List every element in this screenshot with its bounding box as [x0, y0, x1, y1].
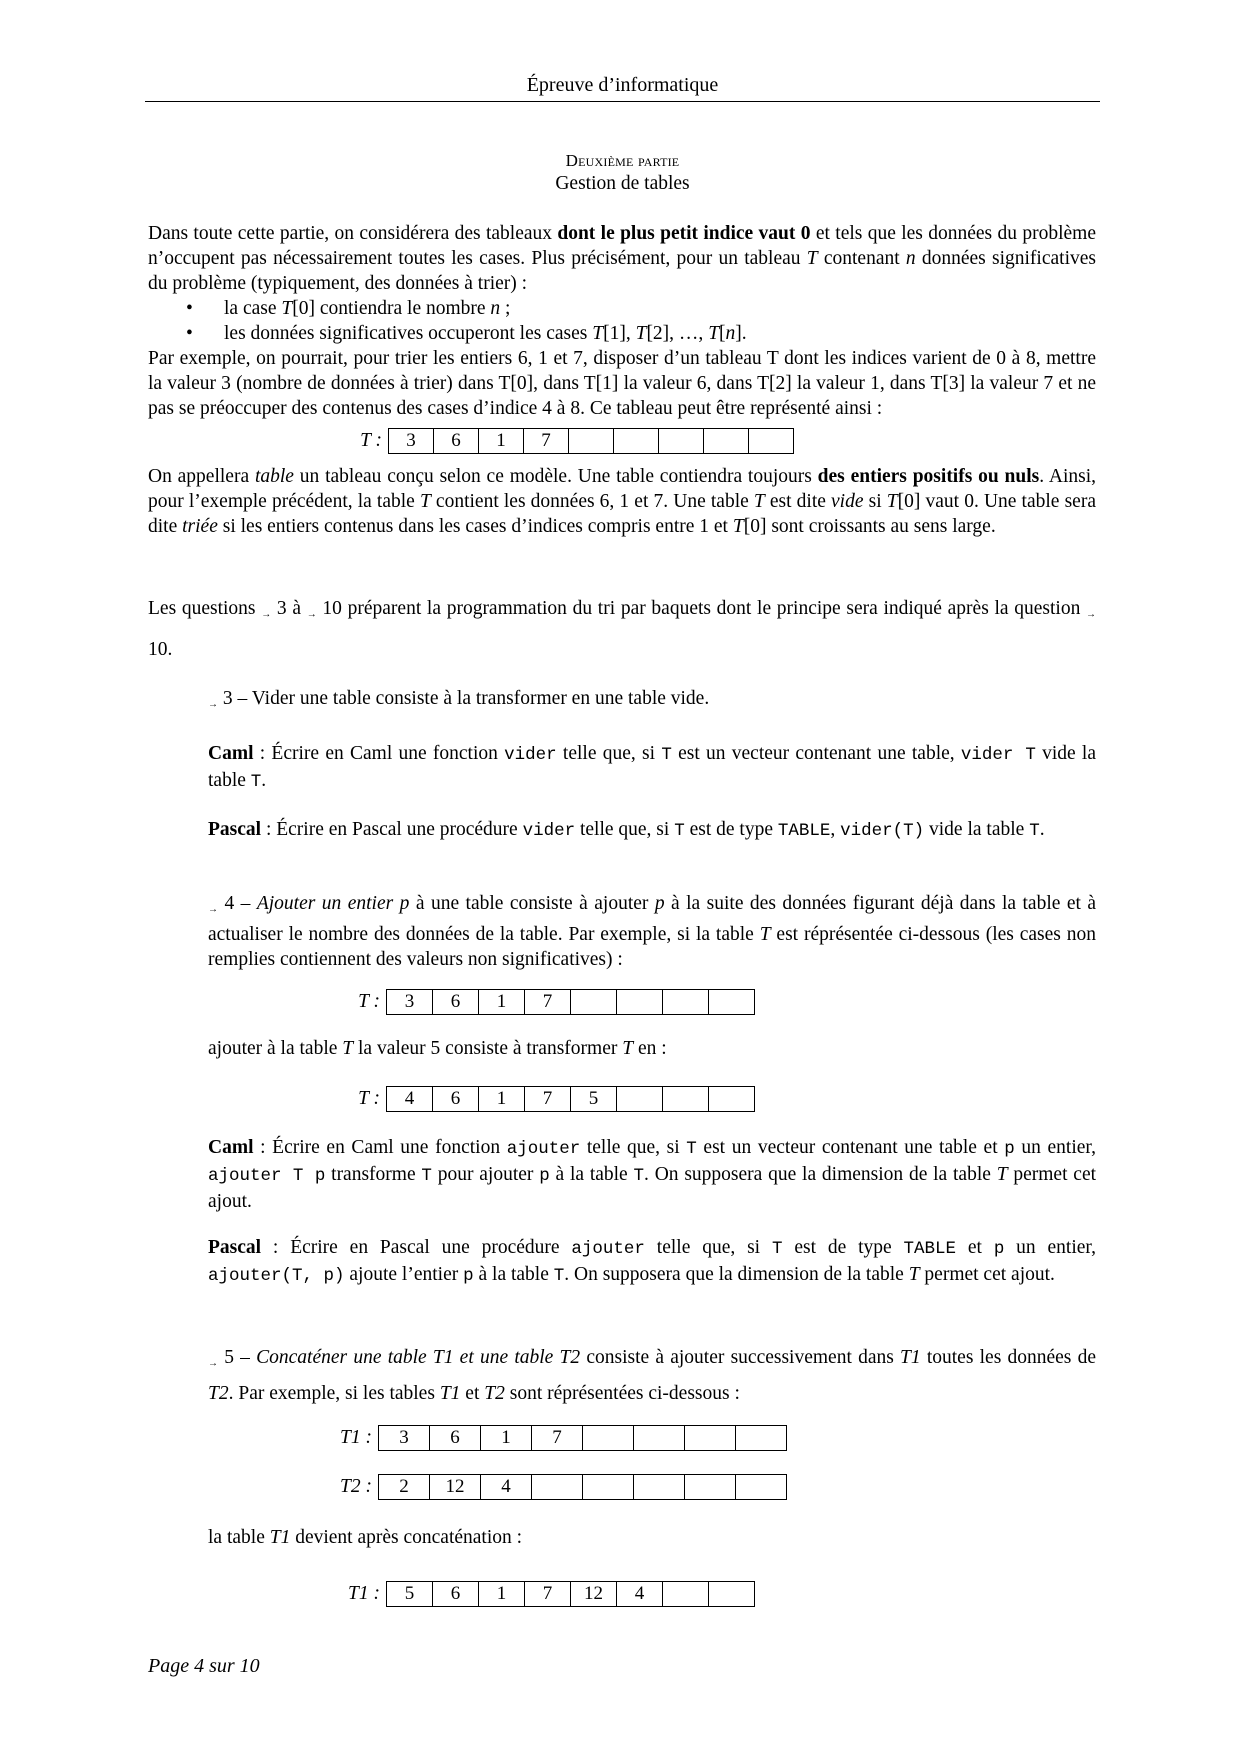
table-cell	[749, 429, 793, 453]
table-cells	[388, 428, 794, 454]
intro-bullet-list	[148, 296, 1096, 346]
table-cell	[685, 1475, 736, 1499]
question-5: → 5 – Concaténer une table T1 et une table T2 consiste à ajouter successivement dans T1 toutes les données de T2. Par exemple, si les tables T1 et T2 sont réprésentées ci-dessous :	[208, 1347, 1097, 1404]
table-label: T :	[358, 1088, 380, 1109]
table-example	[336, 428, 794, 454]
question-3-pascal: Pascal : Écrire en Pascal une procédure vider telle que, si T est de type TABLE, vider(T) vide la table T.	[208, 819, 1045, 841]
table-cell	[569, 429, 614, 453]
table-cell: 7	[524, 429, 569, 453]
table-cell: 4	[481, 1475, 532, 1499]
table-cell: 1	[479, 429, 524, 453]
table-cell	[709, 1582, 754, 1606]
table-cell: 3	[379, 1426, 430, 1450]
table-cell	[532, 1475, 583, 1499]
table-cell: 1	[479, 990, 525, 1014]
table-definition-paragraph: On appellera table un tableau conçu selon ce modèle. Une table contiendra toujours des entiers positifs ou nuls. Ainsi, pour l’exemple précédent, la table T contient les données 6, 1 et 7. Une table T est dite vide si T[0] vaut 0. Une table sera dite triée si les entiers contenus dans les cases d’indices compris entre 1 et T[0] sont croissants au sens large.	[148, 466, 1097, 537]
table-cell: 7	[532, 1426, 583, 1450]
list-item: • les données significatives occuperont les cases T[1], T[2], …, T[n].	[148, 321, 1096, 346]
table-cell: 6	[433, 1582, 479, 1606]
part-title: Deuxième partie	[565, 151, 680, 170]
table-cell: 4	[617, 1582, 663, 1606]
table-q5-result	[322, 1581, 755, 1607]
table-cell	[663, 1087, 709, 1111]
table-cell	[614, 429, 659, 453]
table-cells	[378, 1425, 787, 1451]
table-cell: 1	[479, 1582, 525, 1606]
table-cell	[685, 1426, 736, 1450]
question-3: → 3 – Vider une table consiste à la transformer en une table vide.	[208, 688, 710, 710]
table-q4-after	[334, 1086, 755, 1112]
table-cells	[386, 989, 755, 1015]
table-cell	[571, 990, 617, 1014]
list-item: • la case T[0] contiendra le nombre n ;	[148, 296, 1096, 321]
question-4: → 4 – Ajouter un entier p à une table consiste à ajouter p à la suite des données figurant déjà dans la table et à actualiser le nombre des données de la table. Par exemple, si la table T est réprésentée ci-dessous (les cases non remplies contiennent des valeurs non significatives) :	[208, 893, 1097, 970]
arrow-icon: →	[208, 699, 218, 710]
table-cell: 12	[571, 1582, 617, 1606]
table-cell: 1	[479, 1087, 525, 1111]
table-q4-before	[334, 989, 755, 1015]
table-cell: 4	[387, 1087, 433, 1111]
table-cells	[378, 1474, 787, 1500]
table-cell: 6	[433, 1087, 479, 1111]
table-cell: 12	[430, 1475, 481, 1499]
arrow-icon: →	[208, 904, 218, 915]
table-cell	[709, 990, 754, 1014]
table-label: T1 :	[348, 1583, 380, 1604]
arrow-icon: →	[1086, 609, 1097, 620]
question-3-caml: Caml : Écrire en Caml une fonction vider telle que, si T est un vecteur contenant une table, vider T vide la table T.	[208, 743, 1096, 792]
page-number: Page 4 sur 10	[148, 1655, 260, 1677]
table-cell	[634, 1426, 685, 1450]
table-cell: 1	[481, 1426, 532, 1450]
table-cell	[736, 1426, 786, 1450]
table-label: T :	[358, 991, 380, 1012]
table-q5-t1	[322, 1425, 787, 1451]
question-4-caml: Caml : Écrire en Caml une fonction ajouter telle que, si T est un vecteur contenant une table et p un entier, ajouter T p transforme T pour ajouter p à la table T. On supposera que la dimension de la table T permet cet ajout.	[208, 1137, 1097, 1212]
table-cell	[617, 1087, 663, 1111]
table-cell: 7	[525, 1087, 571, 1111]
table-cells	[386, 1581, 755, 1607]
header-rule	[145, 101, 1100, 102]
table-label: T2 :	[340, 1476, 372, 1497]
table-cell	[617, 990, 663, 1014]
table-label: T :	[360, 430, 382, 451]
table-cell: 6	[434, 429, 479, 453]
arrow-icon: →	[261, 609, 272, 620]
table-cell: 5	[571, 1087, 617, 1111]
table-cell: 7	[525, 990, 571, 1014]
question-4-middle: ajouter à la table T la valeur 5 consiste à transformer T en :	[208, 1038, 667, 1059]
table-cell	[634, 1475, 685, 1499]
question-4-pascal: Pascal : Écrire en Pascal une procédure ajouter telle que, si T est de type TABLE et p un entier, ajouter(T, p) ajoute l’entier p à la table T. On supposera que la dimension de la table T permet cet ajout.	[208, 1237, 1097, 1286]
arrow-icon: →	[208, 1358, 218, 1369]
part-subtitle: Gestion de tables	[555, 173, 690, 194]
table-cell	[704, 429, 749, 453]
table-cell	[736, 1475, 786, 1499]
arrow-icon: →	[306, 609, 317, 620]
table-cell: 2	[379, 1475, 430, 1499]
table-cell: 3	[389, 429, 434, 453]
table-cell	[659, 429, 704, 453]
table-cell	[663, 990, 709, 1014]
table-label: T1 :	[340, 1427, 372, 1448]
header-title: Épreuve d’informatique	[526, 74, 719, 96]
table-cell: 3	[387, 990, 433, 1014]
table-cell: 5	[387, 1582, 433, 1606]
table-cell: 6	[430, 1426, 481, 1450]
table-cell	[583, 1426, 634, 1450]
table-cell	[663, 1582, 709, 1606]
table-cell	[583, 1475, 634, 1499]
intro-section	[148, 221, 1096, 421]
table-cell: 7	[525, 1582, 571, 1606]
table-q5-t2	[322, 1474, 787, 1500]
example-paragraph: Par exemple, on pourrait, pour trier les entiers 6, 1 et 7, disposer d’un tableau T dont les indices varient de 0 à 8, mettre la valeur 3 (nombre de données à trier) dans T[0], dans T[1] la valeur 6, dans T[2] la valeur 1, dans T[3] la valeur 7 et ne pas se préoccuper des contenus des cases d’indice 4 à 8. Ce tableau peut être représenté ainsi :	[148, 348, 1096, 419]
question-5-after: la table T1 devient après concaténation :	[208, 1527, 523, 1548]
table-cells	[386, 1086, 755, 1112]
intro-paragraph: Dans toute cette partie, on considérera des tableaux dont le plus petit indice vaut 0 et tels que les données du problème n’occupent pas nécessairement toutes les cases. Plus précisément, pour un tableau T contenant n données significatives du problème (typiquement, des données à trier) :	[148, 223, 1096, 294]
table-cell: 6	[433, 990, 479, 1014]
questions-intro-paragraph: Les questions → 3 à → 10 préparent la programmation du tri par baquets dont le principe sera indiqué après la question → 10.	[148, 598, 1097, 660]
table-cell	[709, 1087, 754, 1111]
